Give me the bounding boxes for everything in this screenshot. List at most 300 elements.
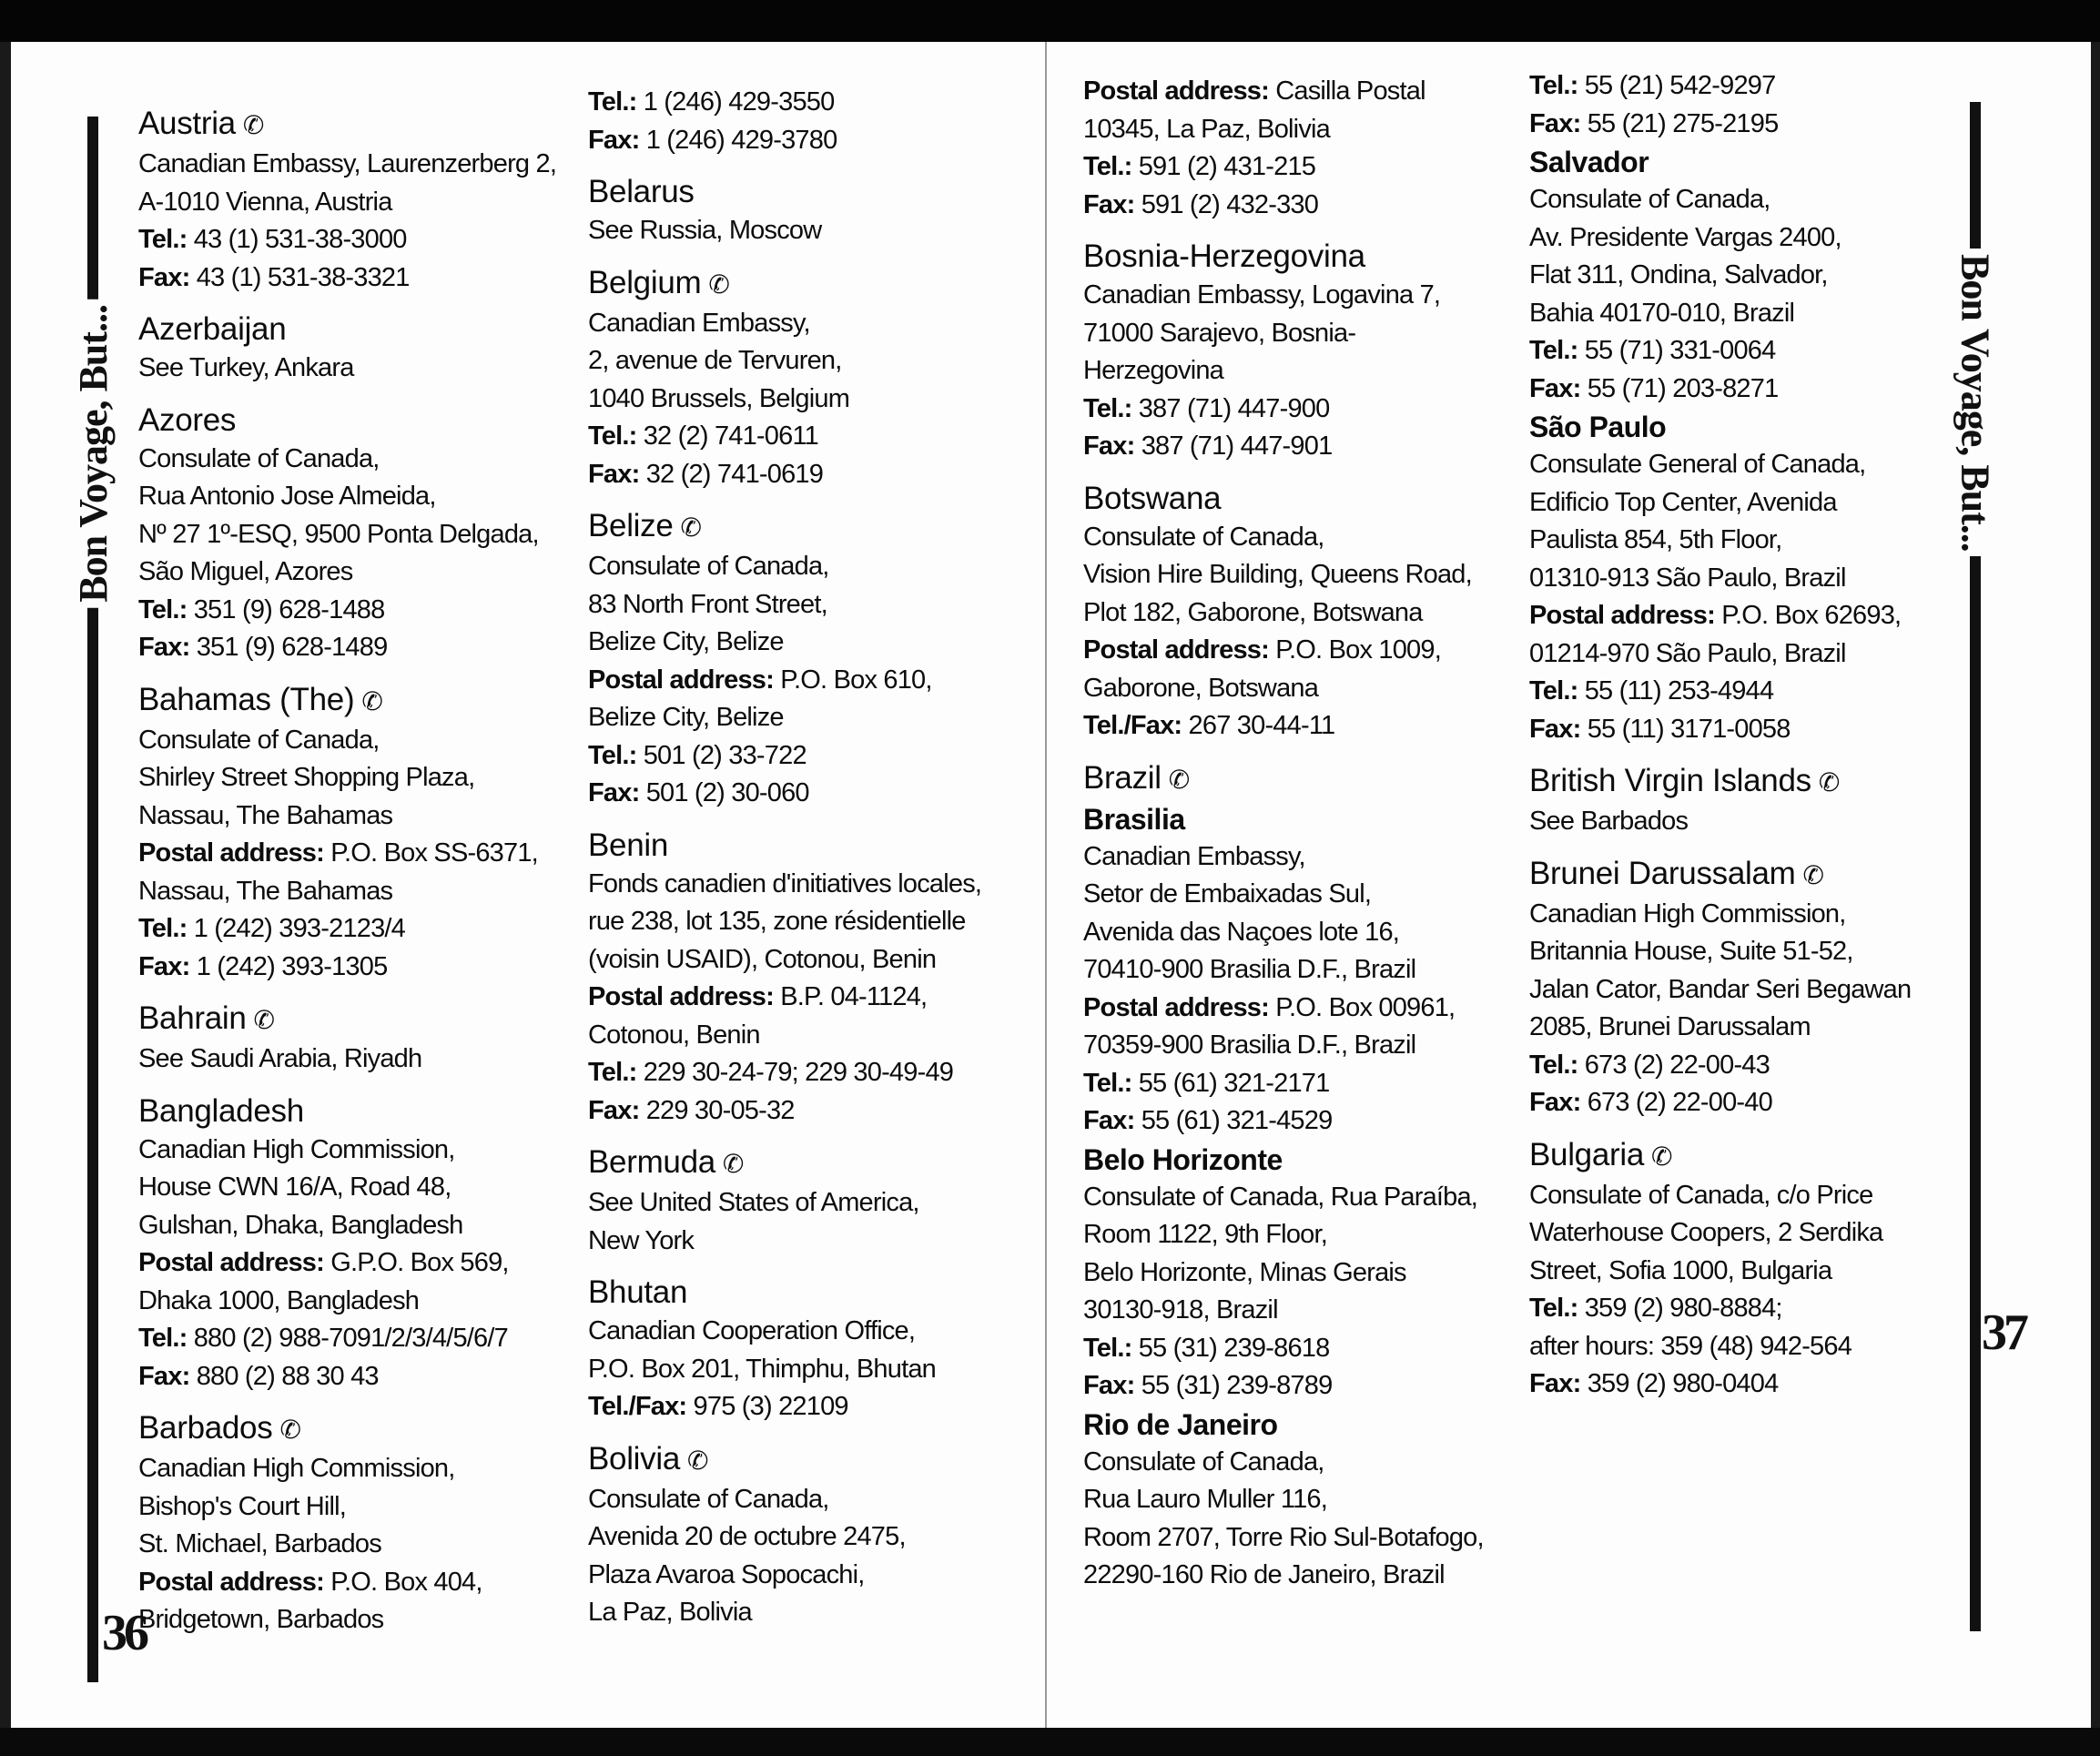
field-value: Consulate of Canada, c/o Price <box>1529 1180 1873 1210</box>
address-line <box>1083 111 1529 149</box>
phone-icon: ✆ <box>242 111 265 139</box>
directory-column-4 <box>1529 67 1957 1416</box>
field-value: Consulate of Canada, <box>1529 185 1770 214</box>
field-value: 55 (71) 203-8271 <box>1580 373 1779 403</box>
country-name: Botswana <box>1083 480 1222 516</box>
contact-line <box>1529 1047 1957 1085</box>
field-value: 71000 Sarajevo, Bosnia- <box>1083 318 1356 348</box>
address-line <box>1529 560 1957 598</box>
field-value: Waterhouse Coopers, 2 Serdika <box>1529 1218 1883 1247</box>
country-name: Benin <box>588 827 669 863</box>
field-value: Canadian High Commission, <box>138 1134 455 1164</box>
entry-british-virgin-islands <box>1529 761 1957 841</box>
field-value: See Russia, Moscow <box>588 216 822 245</box>
field-value: Shirley Street Shopping Plaza, <box>138 763 475 792</box>
field-value: Herzegovina <box>1083 356 1224 385</box>
address-line <box>1083 670 1529 708</box>
contact-line <box>1083 73 1529 111</box>
contact-line <box>1083 428 1529 466</box>
field-label: Tel./Fax: <box>1083 711 1182 740</box>
contact-line <box>588 1092 1025 1131</box>
field-value: Av. Presidente Vargas 2400, <box>1529 222 1841 252</box>
field-label: Fax: <box>1083 431 1135 461</box>
country-name: British Virgin Islands <box>1529 763 1811 798</box>
phone-icon: ✆ <box>687 1446 709 1475</box>
phone-icon: ✆ <box>361 686 383 716</box>
field-value: See Barbados <box>1529 807 1689 836</box>
entry-bosnia-herzegovina <box>1083 237 1529 466</box>
field-value: 55 (11) 253-4944 <box>1578 676 1774 705</box>
field-value: Consulate of Canada, <box>138 443 380 473</box>
contact-line <box>588 737 1025 776</box>
field-label: Postal address: <box>588 982 774 1011</box>
field-value: Consulate of Canada, <box>138 725 380 755</box>
address-line <box>138 1169 584 1207</box>
contact-line <box>588 1388 1025 1426</box>
address-line <box>588 1481 1025 1519</box>
page-number-right: 37 <box>1982 1304 2025 1361</box>
field-value: Avenida das Naçoes lote 16, <box>1083 917 1400 947</box>
field-label: Postal address: <box>1083 635 1269 665</box>
address-line <box>1083 1216 1529 1254</box>
address-line <box>138 1601 584 1639</box>
address-line <box>138 1488 584 1527</box>
field-value: 229 30-24-79; 229 30-49-49 <box>636 1058 954 1087</box>
phone-icon: ✆ <box>1802 860 1824 889</box>
country-name: Brunei Darussalam <box>1529 855 1796 891</box>
address-line <box>1529 933 1957 971</box>
country-heading <box>138 401 584 441</box>
contact-line <box>138 835 584 873</box>
field-value: 673 (2) 22-00-40 <box>1580 1088 1772 1117</box>
entry-bermuda <box>588 1142 1025 1260</box>
entry-bangladesh <box>138 1091 584 1396</box>
scan-bottom-border <box>0 1728 2100 1756</box>
field-value: 229 30-05-32 <box>639 1095 795 1125</box>
address-line <box>138 184 584 222</box>
address-line <box>588 305 1025 343</box>
field-value: Dhaka 1000, Bangladesh <box>138 1285 420 1315</box>
city-subheading: Salvador <box>1529 146 1649 178</box>
entry-benin <box>588 826 1025 1131</box>
contact-line <box>1083 391 1529 429</box>
contact-line <box>1529 673 1957 711</box>
address-line <box>138 1207 584 1245</box>
field-label: Tel.: <box>1529 71 1578 100</box>
field-label: Fax: <box>138 1361 190 1391</box>
address-line <box>1529 1177 1957 1215</box>
address-line <box>138 1450 584 1488</box>
address-line <box>588 1184 1025 1223</box>
address-line <box>1083 1292 1529 1330</box>
field-value: 55 (21) 275-2195 <box>1580 108 1779 138</box>
field-value: Street, Sofia 1000, Bulgaria <box>1529 1255 1832 1285</box>
address-line <box>588 1351 1025 1389</box>
address-line <box>138 516 584 554</box>
field-value: B.P. 04-1124, <box>773 982 928 1011</box>
address-line <box>1529 635 1957 674</box>
phone-icon: ✆ <box>1651 1142 1673 1171</box>
contact-line <box>138 1244 584 1283</box>
address-line <box>1083 315 1529 353</box>
country-heading <box>138 1408 584 1450</box>
entry-continued <box>588 84 1025 159</box>
address-line <box>588 1313 1025 1351</box>
contact-line <box>1529 332 1957 370</box>
address-line <box>1083 1481 1529 1519</box>
field-label: Fax: <box>138 262 190 292</box>
country-name: Bosnia-Herzegovina <box>1083 239 1365 274</box>
field-label: Tel./Fax: <box>588 1392 687 1421</box>
contact-line <box>588 418 1025 456</box>
field-label: Tel.: <box>1529 1294 1578 1323</box>
field-value: See Turkey, Ankara <box>138 353 354 382</box>
field-label: Fax: <box>1529 1369 1581 1398</box>
city-subheading: São Paulo <box>1529 411 1667 443</box>
scan-left-edge <box>0 42 11 1728</box>
field-value: Plot 182, Gaborone, Botswana <box>1083 597 1423 627</box>
contact-line <box>1529 106 1957 144</box>
entry-austria <box>138 104 584 297</box>
contact-line <box>1083 148 1529 187</box>
field-label: Tel.: <box>1529 336 1578 365</box>
field-value: 22290-160 Rio de Janeiro, Brazil <box>1083 1560 1445 1589</box>
field-value: St. Michael, Barbados <box>138 1529 381 1558</box>
address-line <box>1529 295 1957 333</box>
address-line <box>138 478 584 516</box>
field-label: Fax: <box>1529 108 1581 138</box>
contact-line <box>138 949 584 987</box>
field-value: 359 (2) 980-8884; <box>1578 1294 1782 1323</box>
address-line <box>1529 181 1957 219</box>
field-value: 01310-913 São Paulo, Brazil <box>1529 563 1846 593</box>
address-line <box>1083 352 1529 391</box>
field-value: Jalan Cator, Bandar Seri Begawan <box>1529 974 1912 1004</box>
country-heading <box>1529 1135 1957 1177</box>
country-heading <box>138 1091 584 1132</box>
field-value: 83 North Front Street, <box>588 589 827 619</box>
field-label: Tel.: <box>1083 152 1132 181</box>
contact-line <box>1083 1330 1529 1368</box>
field-value: 55 (31) 239-8618 <box>1131 1333 1330 1363</box>
phone-icon: ✆ <box>722 1150 745 1178</box>
address-line <box>1083 1179 1529 1217</box>
city-subheading: Brasilia <box>1083 802 1185 836</box>
field-value: Bridgetown, Barbados <box>138 1605 384 1634</box>
address-line <box>588 1223 1025 1261</box>
field-value: Canadian High Commission, <box>138 1454 455 1483</box>
country-name: Bhutan <box>588 1274 688 1310</box>
entry-botswana <box>1083 479 1529 746</box>
field-value: 70410-900 Brasilia D.F., Brazil <box>1083 955 1416 984</box>
contact-line <box>1083 1367 1529 1406</box>
field-value: São Miguel, Azores <box>138 557 353 586</box>
field-label: Fax: <box>1083 1106 1135 1135</box>
field-label: Tel.: <box>1083 393 1132 423</box>
field-label: Tel.: <box>138 594 188 624</box>
country-heading <box>588 506 1025 548</box>
field-value: 880 (2) 988-7091/2/3/4/5/6/7 <box>187 1324 508 1353</box>
address-line <box>1083 519 1529 557</box>
address-line <box>138 1040 584 1079</box>
field-value: Avenida 20 de octubre 2475, <box>588 1522 906 1551</box>
field-label: Postal address: <box>138 1248 324 1277</box>
field-value: Gaborone, Botswana <box>1083 673 1319 703</box>
address-line <box>1529 1009 1957 1047</box>
field-label: Postal address: <box>1083 76 1269 106</box>
contact-line <box>138 1358 584 1396</box>
contact-line <box>1083 187 1529 225</box>
field-label: Fax: <box>138 951 190 981</box>
address-line <box>588 941 1025 980</box>
address-line <box>138 441 584 479</box>
address-line <box>138 146 584 184</box>
address-line <box>1529 484 1957 523</box>
field-value: 55 (11) 3171-0058 <box>1580 714 1791 744</box>
address-line <box>588 586 1025 624</box>
address-line <box>588 624 1025 662</box>
field-value: Vision Hire Building, Queens Road, <box>1083 560 1472 589</box>
contact-line <box>138 1320 584 1358</box>
address-line <box>1083 1557 1529 1595</box>
field-value: Setor de Embaixadas Sul, <box>1083 879 1372 908</box>
address-line <box>588 866 1025 904</box>
field-value: 2, avenue de Tervuren, <box>588 346 842 375</box>
contact-line <box>1083 990 1529 1028</box>
contact-line <box>588 456 1025 494</box>
entry-bolivia <box>588 1439 1025 1632</box>
directory-column-3 <box>1083 73 1529 1608</box>
contact-line <box>1529 1084 1957 1122</box>
country-name: Bahrain <box>138 1000 247 1036</box>
address-line <box>1083 951 1529 990</box>
field-label: Fax: <box>138 633 190 662</box>
contact-line <box>1083 1102 1529 1141</box>
country-heading <box>588 263 1025 305</box>
country-name: Bermuda <box>588 1144 715 1180</box>
address-line <box>588 903 1025 941</box>
field-value: 55 (31) 239-8789 <box>1134 1371 1333 1400</box>
field-value: Consulate of Canada, <box>588 1484 829 1514</box>
contact-line <box>588 1054 1025 1092</box>
field-label: Fax: <box>1529 373 1581 403</box>
directory-column-2 <box>588 84 1025 1645</box>
field-value: Casilla Postal <box>1268 76 1425 106</box>
address-line <box>588 381 1025 419</box>
field-value: Belize City, Belize <box>588 627 784 656</box>
field-value: Flat 311, Ondina, Salvador, <box>1529 260 1828 289</box>
address-line <box>1083 277 1529 315</box>
field-label: Tel.: <box>1529 1050 1578 1080</box>
field-value: Canadian Embassy, <box>588 308 810 338</box>
contact-line <box>138 629 584 667</box>
field-label: Tel.: <box>138 225 188 254</box>
field-label: Tel.: <box>138 914 188 943</box>
country-heading <box>138 680 584 722</box>
country-name: Bolivia <box>588 1440 681 1477</box>
country-name: Brazil <box>1083 759 1162 796</box>
field-value: Paulista 854, 5th Floor, <box>1529 525 1782 554</box>
field-value: 2085, Brunei Darussalam <box>1529 1012 1811 1041</box>
field-label: Tel.: <box>588 740 637 770</box>
running-head-right: Bon Voyage, But... <box>1953 249 1999 557</box>
phone-icon: ✆ <box>1168 765 1190 794</box>
address-line <box>1529 1214 1957 1253</box>
address-line <box>1529 971 1957 1010</box>
field-value: Consulate of Canada, <box>1083 1446 1324 1477</box>
address-line <box>588 1557 1025 1595</box>
country-heading <box>588 1142 1025 1184</box>
field-value: 387 (71) 447-900 <box>1131 393 1330 423</box>
field-value: 32 (2) 741-0619 <box>639 459 824 489</box>
field-value: (voisin USAID), Cotonou, Benin <box>588 944 937 974</box>
field-value: Consulate of Canada, <box>1083 522 1324 552</box>
country-heading <box>1083 758 1529 800</box>
entry-azerbaijan <box>138 310 584 388</box>
field-value: Room 2707, Torre Rio Sul-Botafogo, <box>1083 1522 1484 1552</box>
field-label: Fax: <box>1083 1371 1135 1400</box>
address-line <box>1529 257 1957 295</box>
field-value: Gulshan, Dhaka, Bangladesh <box>138 1210 463 1240</box>
field-value: 55 (21) 542-9297 <box>1578 71 1776 100</box>
country-name: Austria <box>138 106 236 141</box>
country-heading <box>588 826 1025 866</box>
entry-belize <box>588 506 1025 813</box>
address-line <box>1083 556 1529 594</box>
contact-line <box>1529 370 1957 409</box>
field-label: Fax: <box>588 459 640 489</box>
contact-line <box>1083 632 1529 670</box>
contact-line <box>1083 707 1529 746</box>
entry-bahamas-the <box>138 680 584 987</box>
entry-continued <box>1083 73 1529 224</box>
entry-bhutan <box>588 1273 1025 1426</box>
field-value: Britannia House, Suite 51-52, <box>1529 937 1853 966</box>
field-value: P.O. Box 404, <box>323 1567 482 1597</box>
field-value: 591 (2) 431-215 <box>1131 152 1316 181</box>
field-label: Tel.: <box>1083 1068 1132 1098</box>
field-value: 1040 Brussels, Belgium <box>588 383 850 413</box>
address-line <box>138 797 584 836</box>
field-value: 501 (2) 33-722 <box>636 740 807 770</box>
contact-line <box>1529 1290 1957 1328</box>
field-label: Tel.: <box>588 421 637 451</box>
city-subheading: Rio de Janeiro <box>1083 1407 1278 1441</box>
field-value: P.O. Box 00961, <box>1268 992 1456 1022</box>
phone-icon: ✆ <box>708 269 730 299</box>
field-value: Bishop's Court Hill, <box>138 1491 347 1521</box>
contact-line <box>588 122 1025 160</box>
field-value: 673 (2) 22-00-43 <box>1578 1050 1770 1080</box>
field-value: G.P.O. Box 569, <box>323 1248 509 1277</box>
entry-brunei-darussalam <box>1529 854 1957 1122</box>
contact-line <box>588 775 1025 813</box>
field-label: Postal address: <box>138 838 324 868</box>
contact-line <box>138 1564 584 1602</box>
contact-line <box>138 221 584 259</box>
entry-barbados <box>138 1408 584 1639</box>
contact-line <box>1529 67 1957 106</box>
field-value: 359 (2) 980-0404 <box>1580 1369 1779 1398</box>
phone-icon: ✆ <box>253 1006 275 1034</box>
field-label: Tel.: <box>138 1324 188 1353</box>
field-value: A-1010 Vienna, Austria <box>138 187 392 217</box>
country-name: Belgium <box>588 264 702 300</box>
address-line <box>138 1283 584 1321</box>
field-label: Tel.: <box>1529 676 1578 705</box>
field-value: La Paz, Bolivia <box>588 1598 752 1627</box>
entry-belarus <box>588 172 1025 250</box>
entry-bulgaria <box>1529 1135 1957 1404</box>
country-name: Bulgaria <box>1529 1136 1645 1172</box>
field-label: Fax: <box>1529 714 1581 744</box>
address-line <box>138 1526 584 1564</box>
country-heading <box>588 1273 1025 1313</box>
country-name: Barbados <box>138 1410 273 1446</box>
address-line <box>1083 594 1529 633</box>
phone-icon: ✆ <box>680 513 702 542</box>
contact-line <box>1529 1365 1957 1404</box>
field-value: 351 (9) 628-1488 <box>187 594 385 624</box>
field-value: P.O. Box SS-6371, <box>323 838 538 868</box>
field-value: 1 (246) 429-3550 <box>636 87 835 117</box>
address-line <box>1083 1027 1529 1065</box>
address-line <box>1083 1254 1529 1293</box>
field-value: Consulate General of Canada, <box>1529 450 1866 479</box>
address-line <box>138 722 584 760</box>
country-name: Bahamas (The) <box>138 681 355 717</box>
field-value: P.O. Box 610, <box>773 665 932 695</box>
contact-line <box>588 84 1025 122</box>
field-label: Postal address: <box>588 665 774 695</box>
field-value: Cotonou, Benin <box>588 1020 760 1050</box>
field-label: Tel.: <box>588 87 637 117</box>
scan-top-border <box>0 0 2100 42</box>
country-heading <box>1529 761 1957 803</box>
field-value: New York <box>588 1225 695 1255</box>
contact-line <box>588 979 1025 1017</box>
book-gutter <box>1045 42 1047 1728</box>
field-value: Plaza Avaroa Sopocachi, <box>588 1559 865 1589</box>
country-heading <box>1529 854 1957 896</box>
country-heading <box>1083 237 1529 277</box>
address-line <box>1529 219 1957 258</box>
field-value: Rua Lauro Muller 116, <box>1083 1485 1327 1514</box>
entry-bahrain <box>138 999 584 1079</box>
field-label: Fax: <box>588 125 640 155</box>
phone-icon: ✆ <box>279 1416 301 1444</box>
address-line <box>1083 838 1529 877</box>
field-label: Postal address: <box>1083 992 1269 1022</box>
field-value: 501 (2) 30-060 <box>639 778 809 807</box>
field-value: 70359-900 Brasilia D.F., Brazil <box>1083 1030 1416 1060</box>
field-value: P.O. Box 201, Thimphu, Bhutan <box>588 1354 936 1384</box>
address-line <box>1529 896 1957 934</box>
address-line <box>588 1594 1025 1632</box>
field-label: Fax: <box>588 1095 640 1125</box>
field-label: Tel.: <box>1083 1333 1132 1363</box>
field-value: rue 238, lot 135, zone résidentielle <box>588 907 966 936</box>
field-value: Nº 27 1º-ESQ, 9500 Ponta Delgada, <box>138 519 539 549</box>
address-line <box>138 350 584 388</box>
field-value: Nassau, The Bahamas <box>138 876 393 906</box>
field-value: Room 1122, 9th Floor, <box>1083 1220 1327 1249</box>
page-number-left: 36 <box>102 1605 146 1661</box>
field-value: 10345, La Paz, Bolivia <box>1083 114 1330 144</box>
country-heading <box>138 310 584 350</box>
entry-brazil <box>1083 758 1529 1595</box>
country-heading <box>138 104 584 146</box>
